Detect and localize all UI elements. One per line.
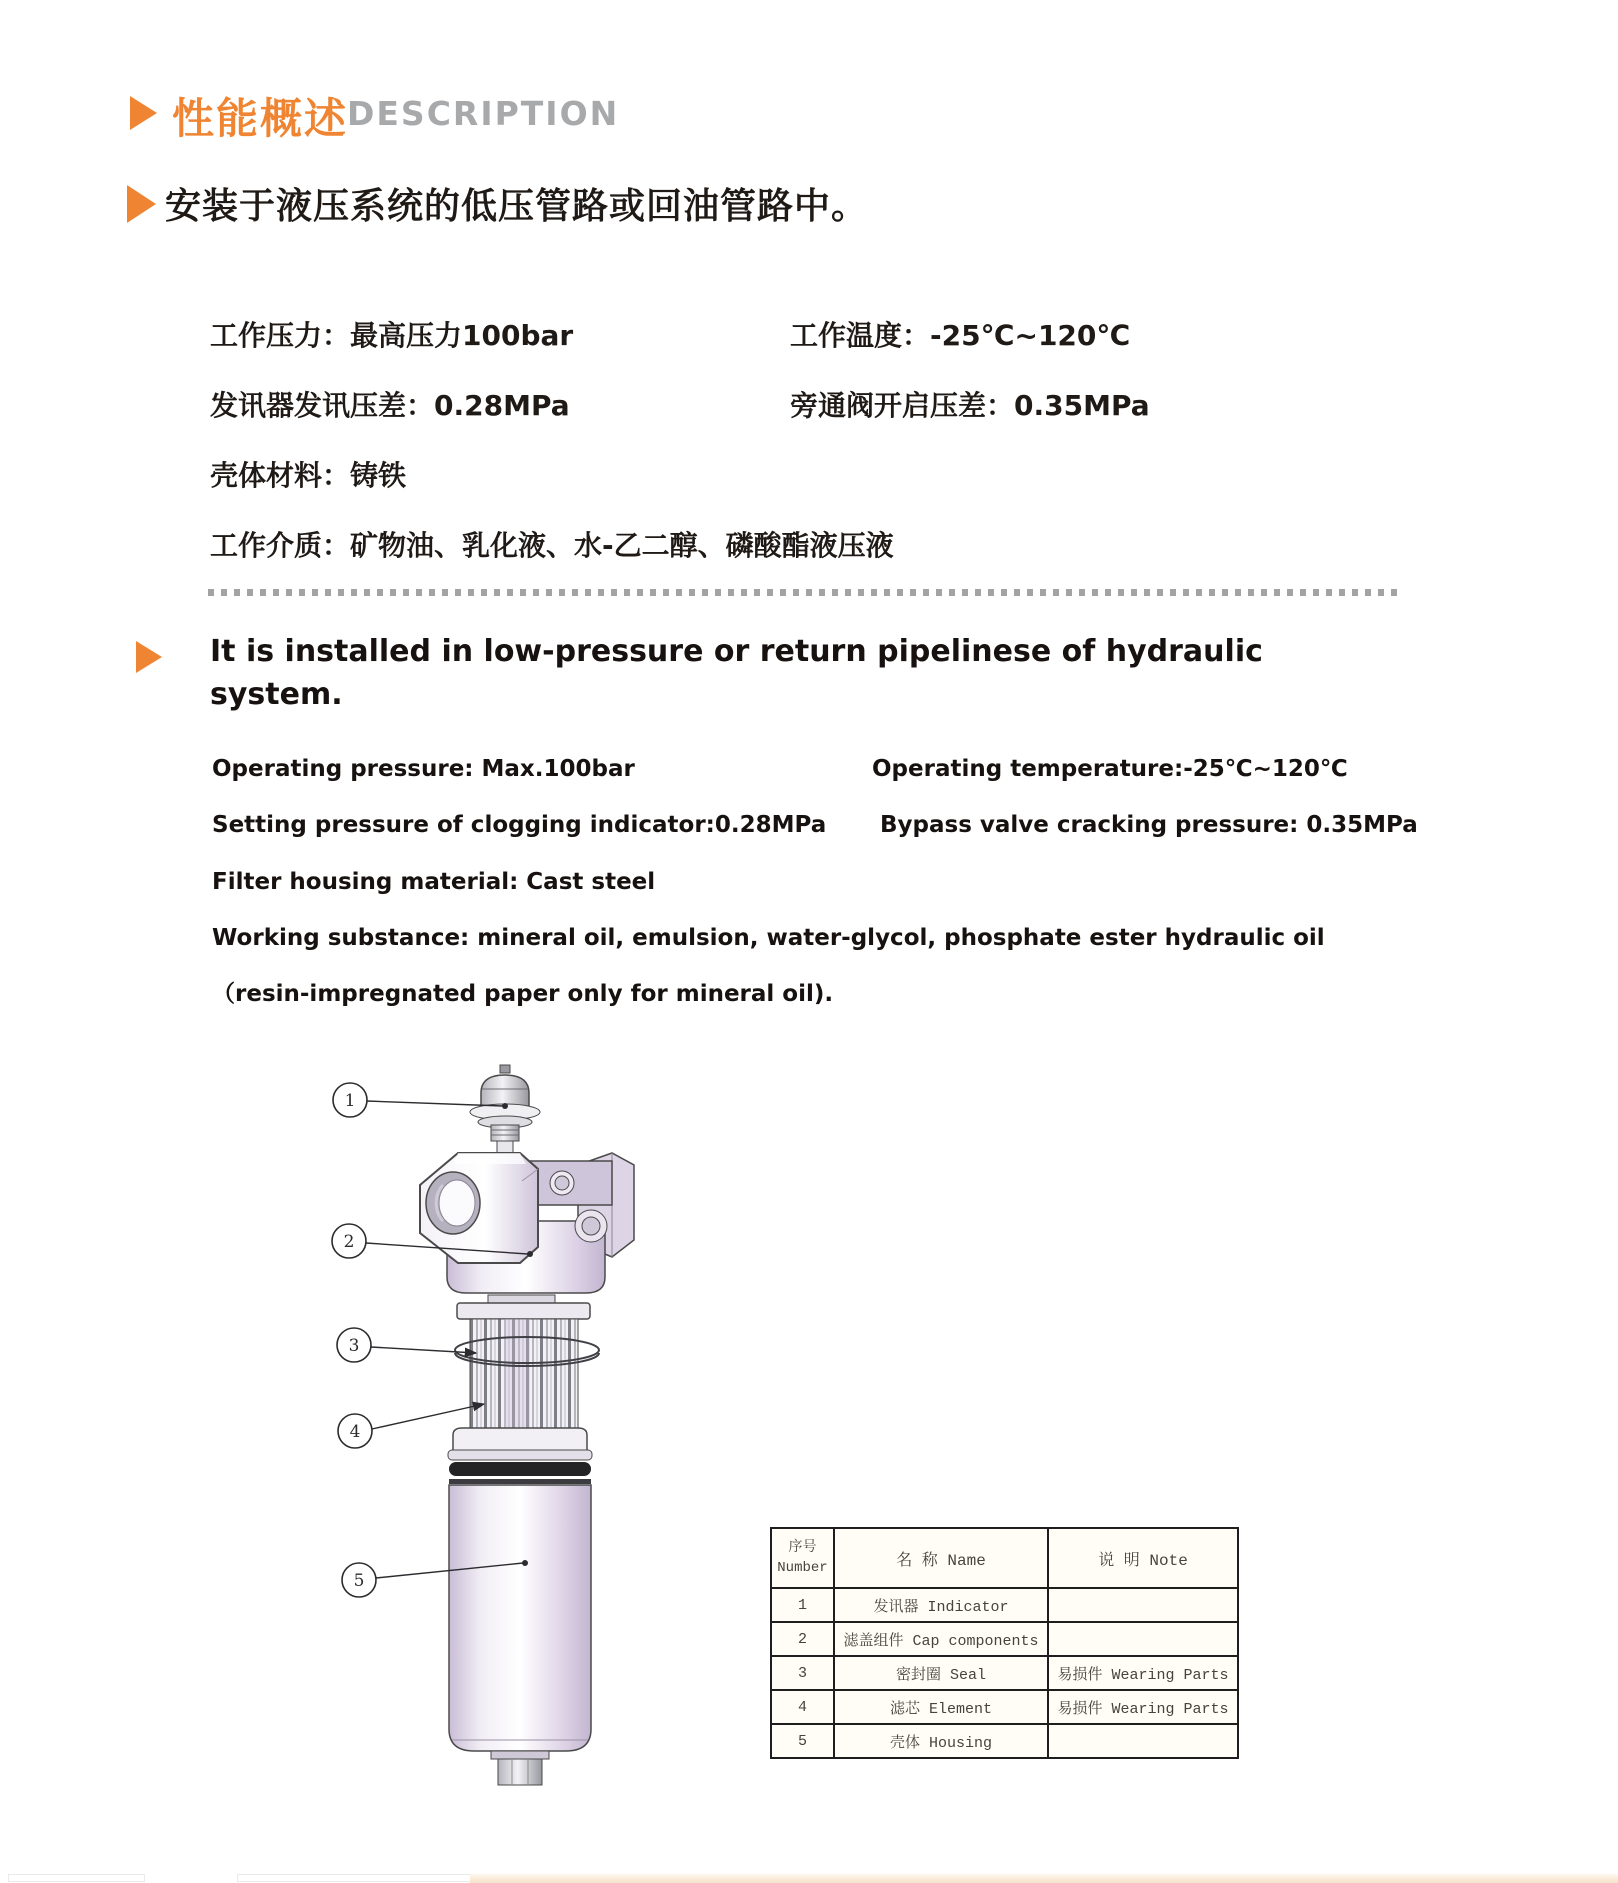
callout-4-label: 4: [349, 1422, 361, 1442]
header-number-zh: 序号: [788, 1540, 817, 1556]
row-number: 4: [771, 1690, 834, 1724]
section-title-en: DESCRIPTION: [347, 94, 620, 133]
element-part: [455, 1295, 599, 1435]
en-spec-pressure: Operating pressure: Max.100bar: [212, 756, 635, 782]
parts-table: [770, 1527, 1239, 1759]
callout-1-dot: [502, 1103, 508, 1109]
bottom-left-mark: [8, 1874, 145, 1882]
row-number: 1: [771, 1588, 834, 1622]
cap-part: [420, 1153, 634, 1293]
table-row: [771, 1656, 1238, 1690]
header-note-cell: 说 明 Note: [1048, 1528, 1238, 1588]
housing-part: [448, 1428, 592, 1785]
zh-intro-heading: 安装于液压系统的低压管路或回油管路中。: [165, 186, 869, 227]
en-intro-line1: It is installed in low-pressure or return pipelinese of hydraulic: [210, 634, 1263, 669]
zh-spec-housing-material: 壳体材料：铸铁: [210, 459, 407, 492]
row-number: 3: [771, 1656, 834, 1690]
en-spec-media-note: （resin-impregnated paper only for mineral oil).: [212, 981, 834, 1007]
zh-intro-bullet-icon: [127, 185, 156, 223]
callout-1-label: 1: [344, 1091, 356, 1111]
row-name: 密封圈 Seal: [834, 1656, 1048, 1690]
zh-spec-indicator-dp: 发讯器发讯压差：0.28MPa: [210, 389, 570, 422]
section-title-zh: 性能概述: [172, 94, 349, 143]
row-note: [1048, 1724, 1238, 1758]
en-spec-housing-material: Filter housing material: Cast steel: [212, 869, 656, 895]
en-spec-working-media: Working substance: mineral oil, emulsion, water-glycol, phosphate ester hydraulic oil: [212, 925, 1325, 951]
bottom-accent-strip: [470, 1874, 1618, 1883]
zh-spec-pressure: 工作压力：最高压力100bar: [210, 319, 574, 352]
row-number: 2: [771, 1622, 834, 1656]
row-note: [1048, 1622, 1238, 1656]
bottom-left-mark2: [237, 1874, 471, 1882]
row-note: 易损件 Wearing Parts: [1048, 1656, 1238, 1690]
callout-2-label: 2: [343, 1232, 355, 1252]
section-bullet-icon: [130, 96, 157, 130]
en-intro-line2: system.: [210, 677, 343, 712]
dotted-divider: [208, 589, 1404, 596]
row-note: [1048, 1588, 1238, 1622]
table-row: [771, 1690, 1238, 1724]
table-row: [771, 1724, 1238, 1758]
table-row: [771, 1622, 1238, 1656]
row-name: 发讯器 Indicator: [834, 1588, 1048, 1622]
filter-drawing-svg: [260, 1035, 680, 1825]
en-spec-temperature: Operating temperature:-25℃~120℃: [872, 756, 1348, 782]
row-note: 易损件 Wearing Parts: [1048, 1690, 1238, 1724]
en-intro-heading: [210, 630, 1263, 716]
callout-3-label: 3: [348, 1336, 360, 1356]
zh-spec-bypass-dp: 旁通阀开启压差：0.35MPa: [790, 389, 1150, 422]
row-name: 壳体 Housing: [834, 1724, 1048, 1758]
header-number-cell: [771, 1528, 834, 1588]
en-intro-bullet-icon: [136, 641, 162, 673]
callout-5-label: 5: [353, 1571, 365, 1591]
en-spec-bypass-dp: Bypass valve cracking pressure: 0.35MPa: [880, 812, 1418, 838]
zh-spec-temperature: 工作温度：-25℃~120℃: [790, 319, 1131, 352]
row-name: 滤芯 Element: [834, 1690, 1048, 1724]
callout-balloons: [332, 1083, 376, 1597]
callout-2-dot: [527, 1251, 533, 1257]
en-spec-indicator-dp: Setting pressure of clogging indicator:0.28MPa: [212, 812, 827, 838]
parts-table-header-row: [771, 1528, 1238, 1588]
row-number: 5: [771, 1724, 834, 1758]
header-number-en: Number: [777, 1560, 828, 1576]
zh-spec-working-media: 工作介质：矿物油、乳化液、水-乙二醇、磷酸酯液压液: [210, 529, 894, 562]
header-name-cell: 名 称 Name: [834, 1528, 1048, 1588]
filter-exploded-drawing: [260, 1035, 680, 1825]
row-name: 滤盖组件 Cap components: [834, 1622, 1048, 1656]
table-row: [771, 1588, 1238, 1622]
callout-5-dot: [522, 1560, 528, 1566]
